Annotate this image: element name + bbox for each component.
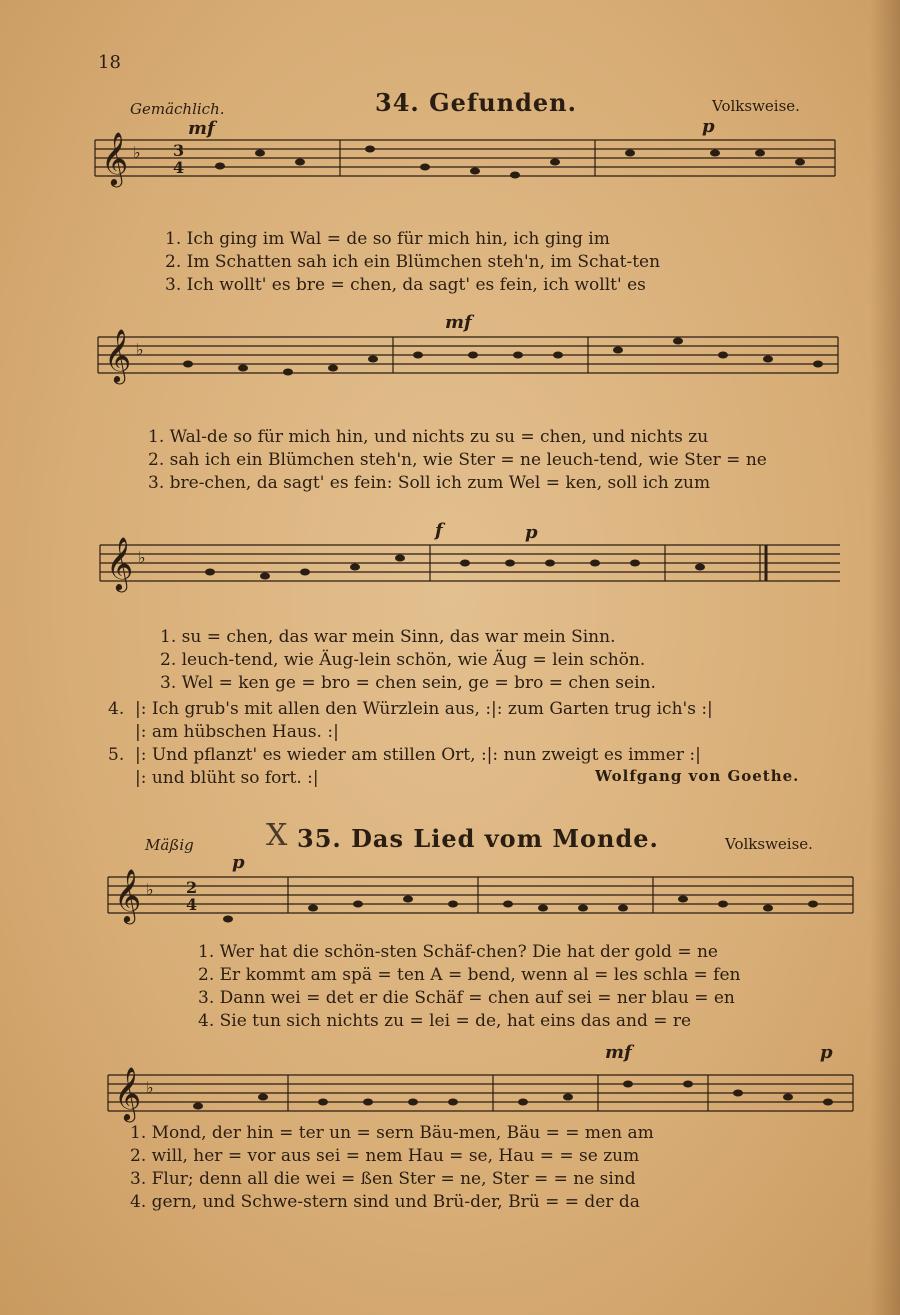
page-edge-shadow bbox=[870, 0, 900, 1315]
svg-text:𝄞: 𝄞 bbox=[104, 328, 132, 382]
svg-text:♭: ♭ bbox=[146, 880, 154, 899]
dynamic-mark: p bbox=[232, 852, 245, 873]
stanza-number: 5. bbox=[108, 745, 125, 765]
lyrics-line: 2. leuch-tend, wie Äug-lein schön, wie Äug = lein schön. bbox=[160, 650, 646, 670]
music-staff bbox=[100, 536, 840, 590]
lyrics-line: 3. Flur; denn all die wei = ßen Ster = ne, Ster = = ne sind bbox=[130, 1169, 636, 1189]
lyrics-line: 2. sah ich ein Blümchen steh'n, wie Ster = ne leuch-tend, wie Ster = ne bbox=[148, 450, 767, 470]
lyrics-line: 1. su = chen, das war mein Sinn, das war mein Sinn. bbox=[160, 627, 616, 647]
svg-text:♭: ♭ bbox=[138, 548, 146, 567]
lyrics-line: 1. Mond, der hin = ter un = sern Bäu-men, Bäu = = men am bbox=[130, 1123, 654, 1143]
dynamic-mark: p bbox=[702, 116, 715, 137]
svg-text:𝄞: 𝄞 bbox=[101, 131, 129, 185]
svg-text:𝄞: 𝄞 bbox=[114, 1066, 142, 1120]
music-staff bbox=[108, 868, 853, 922]
dynamic-mark: mf bbox=[605, 1042, 632, 1063]
music-staff bbox=[98, 328, 838, 382]
handwritten-cross-mark: X bbox=[266, 818, 288, 853]
dynamic-mark: f bbox=[435, 520, 443, 541]
melody-source: Volksweise. bbox=[725, 835, 813, 853]
lyrics-line: 4. gern, und Schwe-stern sind und Brü-der, Brü = = der da bbox=[130, 1192, 640, 1212]
svg-text:𝄞: 𝄞 bbox=[114, 868, 142, 922]
lyrics-line: 3. Dann wei = det er die Schäf = chen auf sei = ner blau = en bbox=[198, 988, 735, 1008]
dynamic-mark: p bbox=[820, 1042, 833, 1063]
lyrics-line: 2. Er kommt am spä = ten A = bend, wenn al = les schla = fen bbox=[198, 965, 741, 985]
lyrics-line: 3. Ich wollt' es bre = chen, da sagt' es fein, ich wollt' es bbox=[165, 275, 646, 295]
lyrics-line: 2. Im Schatten sah ich ein Blümchen steh'n, im Schat-ten bbox=[165, 252, 661, 272]
lyrics-line: 1. Wal-de so für mich hin, und nichts zu su = chen, und nichts zu bbox=[148, 427, 709, 447]
page-number: 18 bbox=[98, 52, 121, 73]
stanza-line: |: und blüht so fort. :| bbox=[135, 768, 319, 788]
tempo-marking: Gemächlich. bbox=[130, 100, 225, 118]
dynamic-mark: mf bbox=[445, 312, 472, 333]
lyrics-line: 3. Wel = ken ge = bro = chen sein, ge = bro = chen sein. bbox=[160, 673, 656, 693]
tempo-marking: Mäßig bbox=[145, 836, 194, 854]
dynamic-mark: mf bbox=[188, 118, 215, 139]
song-title: 34. Gefunden. bbox=[375, 88, 577, 117]
melody-source: Volksweise. bbox=[712, 97, 800, 115]
lyrics-line: 2. will, her = vor aus sei = nem Hau = se, Hau = = se zum bbox=[130, 1146, 640, 1166]
svg-text:♭: ♭ bbox=[133, 143, 141, 162]
svg-text:4: 4 bbox=[186, 895, 198, 914]
lyrics-line: 3. bre-chen, da sagt' es fein: Soll ich zum Wel = ken, soll ich zum bbox=[148, 473, 711, 493]
stanza-line: |: Und pflanzt' es wieder am stillen Ort, :|: nun zweigt es immer :| bbox=[135, 745, 701, 765]
svg-text:𝄞: 𝄞 bbox=[106, 536, 134, 590]
svg-text:♭: ♭ bbox=[136, 340, 144, 359]
poem-author: Wolfgang von Goethe. bbox=[595, 767, 800, 785]
svg-text:4: 4 bbox=[173, 158, 185, 177]
svg-text:♭: ♭ bbox=[146, 1078, 154, 1097]
music-staff bbox=[95, 131, 835, 185]
stanza-number: 4. bbox=[108, 699, 125, 719]
lyrics-line: 4. Sie tun sich nichts zu = lei = de, hat eins das and = re bbox=[198, 1011, 692, 1031]
dynamic-mark: p bbox=[525, 522, 538, 543]
music-staff bbox=[108, 1066, 853, 1120]
lyrics-line: 1. Wer hat die schön-sten Schäf-chen? Die hat der gold = ne bbox=[198, 942, 718, 962]
svg-text:2: 2 bbox=[186, 878, 198, 897]
stanza-line: |: Ich grub's mit allen den Würzlein aus, :|: zum Garten trug ich's :| bbox=[135, 699, 713, 719]
svg-text:3: 3 bbox=[173, 141, 185, 160]
stanza-line: |: am hübschen Haus. :| bbox=[135, 722, 339, 742]
lyrics-line: 1. Ich ging im Wal = de so für mich hin, ich ging im bbox=[165, 229, 610, 249]
song-title: 35. Das Lied vom Monde. bbox=[297, 824, 659, 853]
